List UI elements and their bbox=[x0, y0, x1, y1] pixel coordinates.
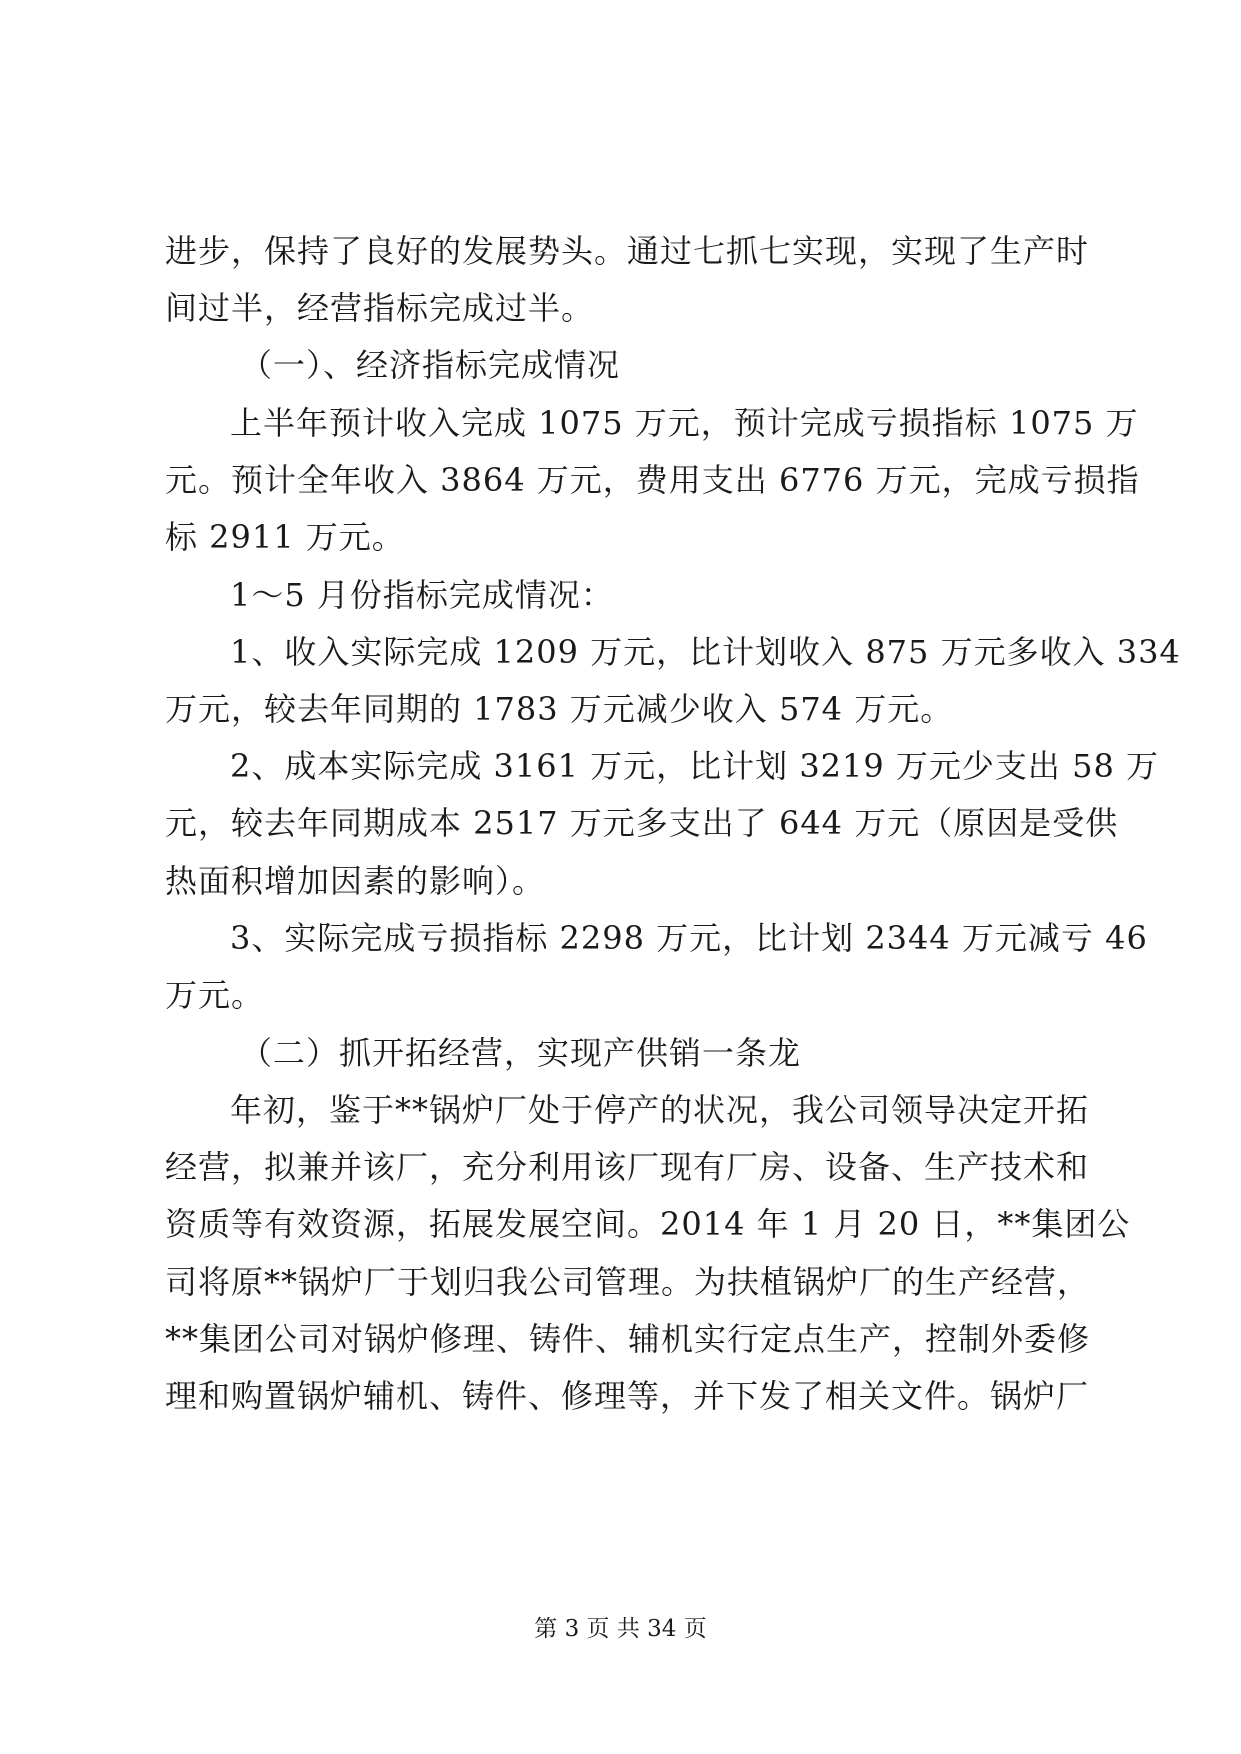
section-heading: （一）、经济指标完成情况 bbox=[240, 346, 621, 384]
body-text-line: 经营，拟兼并该厂，充分利用该厂现有厂房、设备、生产技术和 bbox=[165, 1148, 1090, 1186]
body-text-line: 3、实际完成亏损指标 2298 万元，比计划 2344 万元减亏 46 bbox=[230, 919, 1148, 957]
body-text-line: 理和购置锅炉辅机、铸件、修理等，并下发了相关文件。锅炉厂 bbox=[165, 1377, 1090, 1415]
body-text-line: 2、成本实际完成 3161 万元，比计划 3219 万元少支出 58 万 bbox=[230, 747, 1159, 785]
body-text-line: 标 2911 万元。 bbox=[165, 518, 405, 556]
body-text-line: 元。预计全年收入 3864 万元，费用支出 6776 万元，完成亏损指 bbox=[165, 461, 1140, 499]
body-text-line: 万元。 bbox=[165, 976, 265, 1014]
body-text-line: 万元，较去年同期的 1783 万元减少收入 574 万元。 bbox=[165, 690, 954, 728]
section-heading: （二）抓开拓经营，实现产供销一条龙 bbox=[240, 1034, 802, 1072]
body-text-line: 1～5 月份指标完成情况： bbox=[230, 576, 614, 614]
body-text-line: 资质等有效资源，拓展发展空间。2014 年 1 月 20 日，**集团公 bbox=[165, 1205, 1131, 1243]
body-text-line: 上半年预计收入完成 1075 万元，预计完成亏损指标 1075 万 bbox=[230, 404, 1139, 442]
body-text-line: 年初，鉴于**锅炉厂处于停产的状况，我公司领导决定开拓 bbox=[230, 1091, 1090, 1129]
body-text-line: **集团公司对锅炉修理、铸件、辅机实行定点生产，控制外委修 bbox=[165, 1320, 1091, 1358]
body-text-line: 元，较去年同期成本 2517 万元多支出了 644 万元（原因是受供 bbox=[165, 804, 1119, 842]
body-text-line: 热面积增加因素的影响）。 bbox=[165, 862, 546, 900]
body-text-line: 1、收入实际完成 1209 万元，比计划收入 875 万元多收入 334 bbox=[230, 633, 1181, 671]
body-text-line: 进步，保持了良好的发展势头。通过七抓七实现，实现了生产时 bbox=[165, 232, 1090, 270]
body-text-line: 司将原**锅炉厂于划归我公司管理。为扶植锅炉厂的生产经营， bbox=[165, 1263, 1091, 1301]
page-number-footer: 第 3 页 共 34 页 bbox=[534, 1616, 707, 1642]
body-text-line: 间过半，经营指标完成过半。 bbox=[165, 289, 595, 327]
